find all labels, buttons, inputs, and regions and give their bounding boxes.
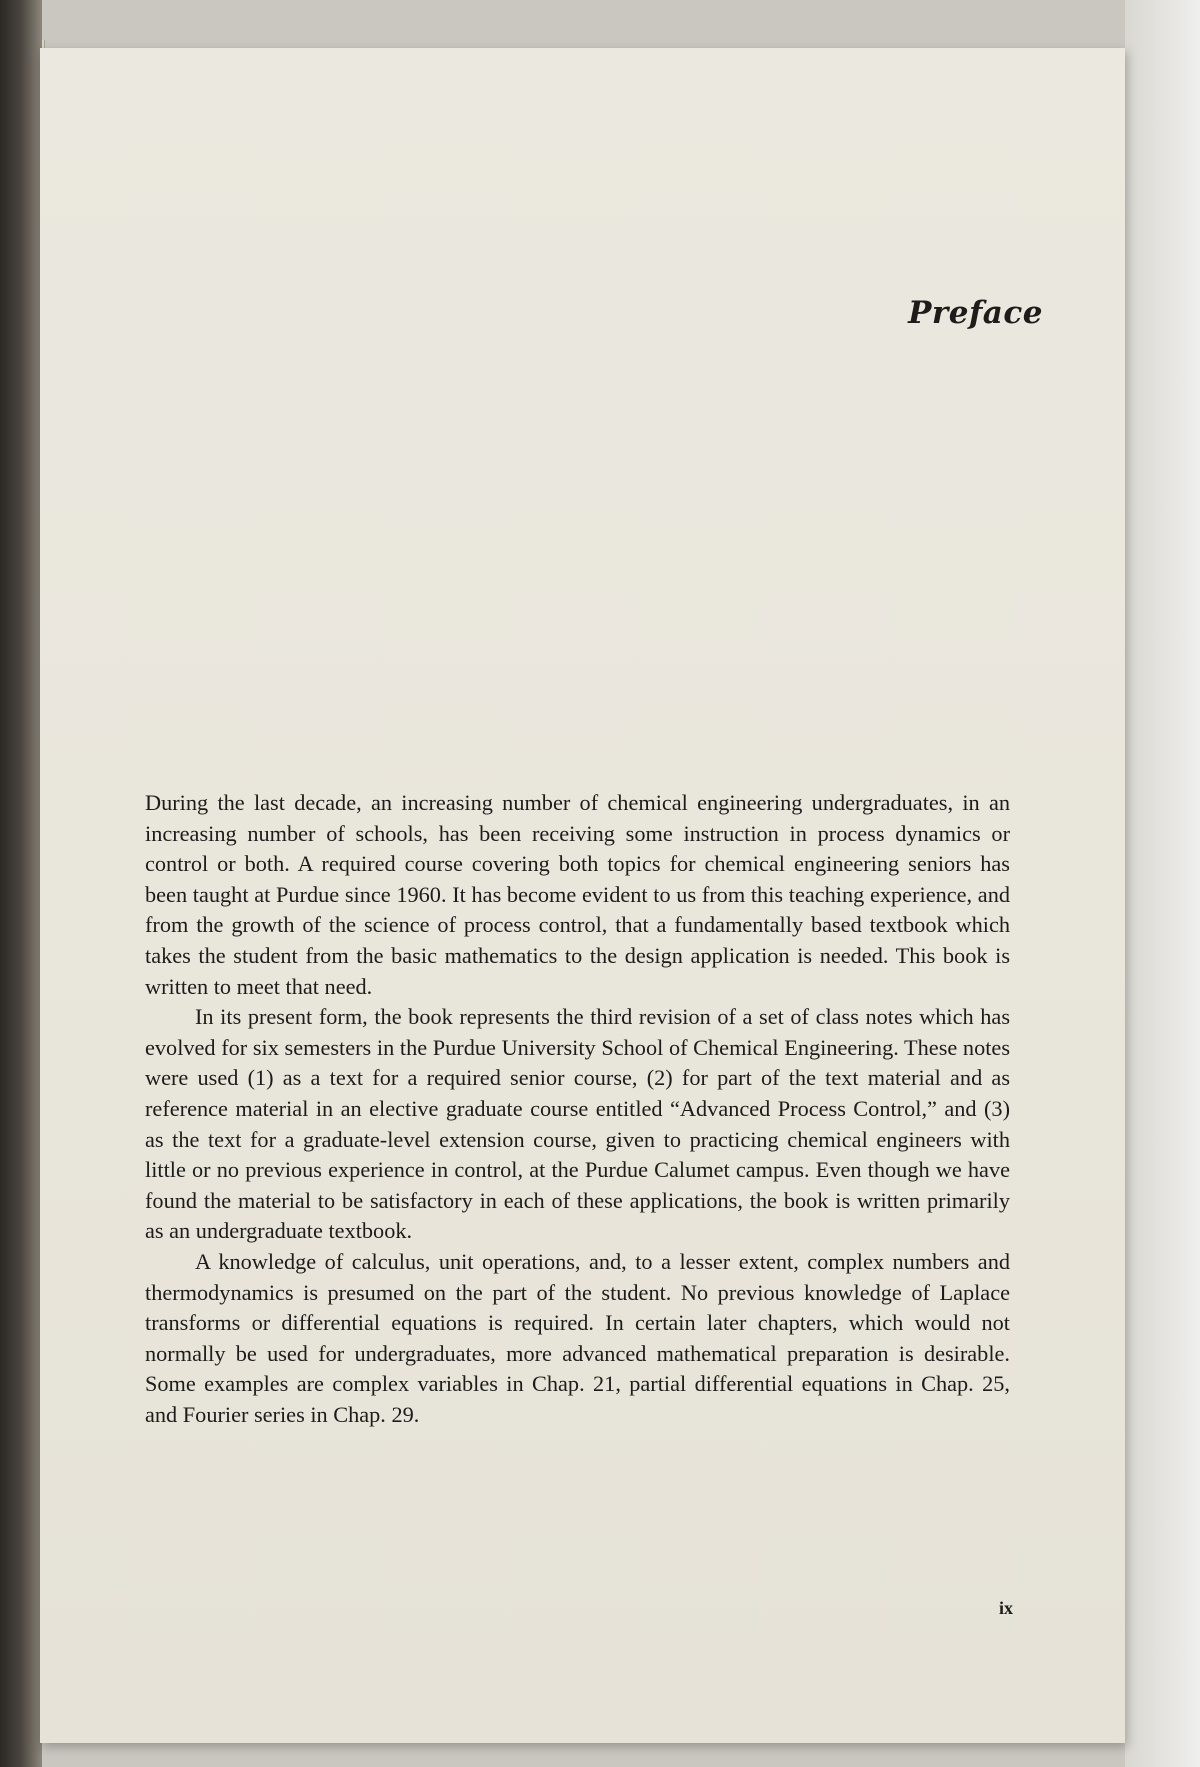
book-page — [40, 48, 1125, 1743]
page-number: ix — [998, 1598, 1013, 1618]
page-title: Preface — [908, 295, 1043, 331]
paragraph: A knowledge of calculus, unit operations, and, to a lesser extent, complex numbers and thermodynamics is presumed on the part of the student. No previous knowledge of Laplace transforms or differential equations is required. In certain later chapters, which would not normally be used for undergraduates, more advanced mathematical preparation is desirable. Some examples are complex variables in Chap. 21, partial differential equations in Chap. 25, and Fourier series in Chap. 29. — [145, 1248, 1010, 1427]
paragraph: In its present form, the book represents the third revision of a set of class notes which has evolved for six semesters in the Purdue University School of Chemical Engineering. These notes were used (1) as a text for a required senior course, (2) for part of the text material and as reference material in an elective graduate course entitled “Advanced Process Control,” and (3) as the text for a graduate-level extension course, given to practicing chemical engineers with little or no previous experience in control, at the Purdue Calumet campus. Even though we have found the material to be satisfactory in each of these applications, the book is written primarily as an undergraduate textbook. — [145, 1004, 1010, 1244]
book-spine — [0, 0, 42, 1767]
background-surface — [1125, 0, 1200, 1767]
paragraph: During the last decade, an increasing number of chemical engineering undergraduates, in an increasing number of schools, has been receiving some instruction in process dynamics or control or both. A required course covering both topics for chemical engineering seniors has been taught at Purdue since 1960. It has become evident to us from this teaching experience, and from the growth of the science of process control, that a fundamentally based textbook which takes the student from the basic mathematics to the design application is needed. This book is written to meet that need. — [145, 790, 1010, 999]
preface-body — [145, 788, 1010, 1430]
